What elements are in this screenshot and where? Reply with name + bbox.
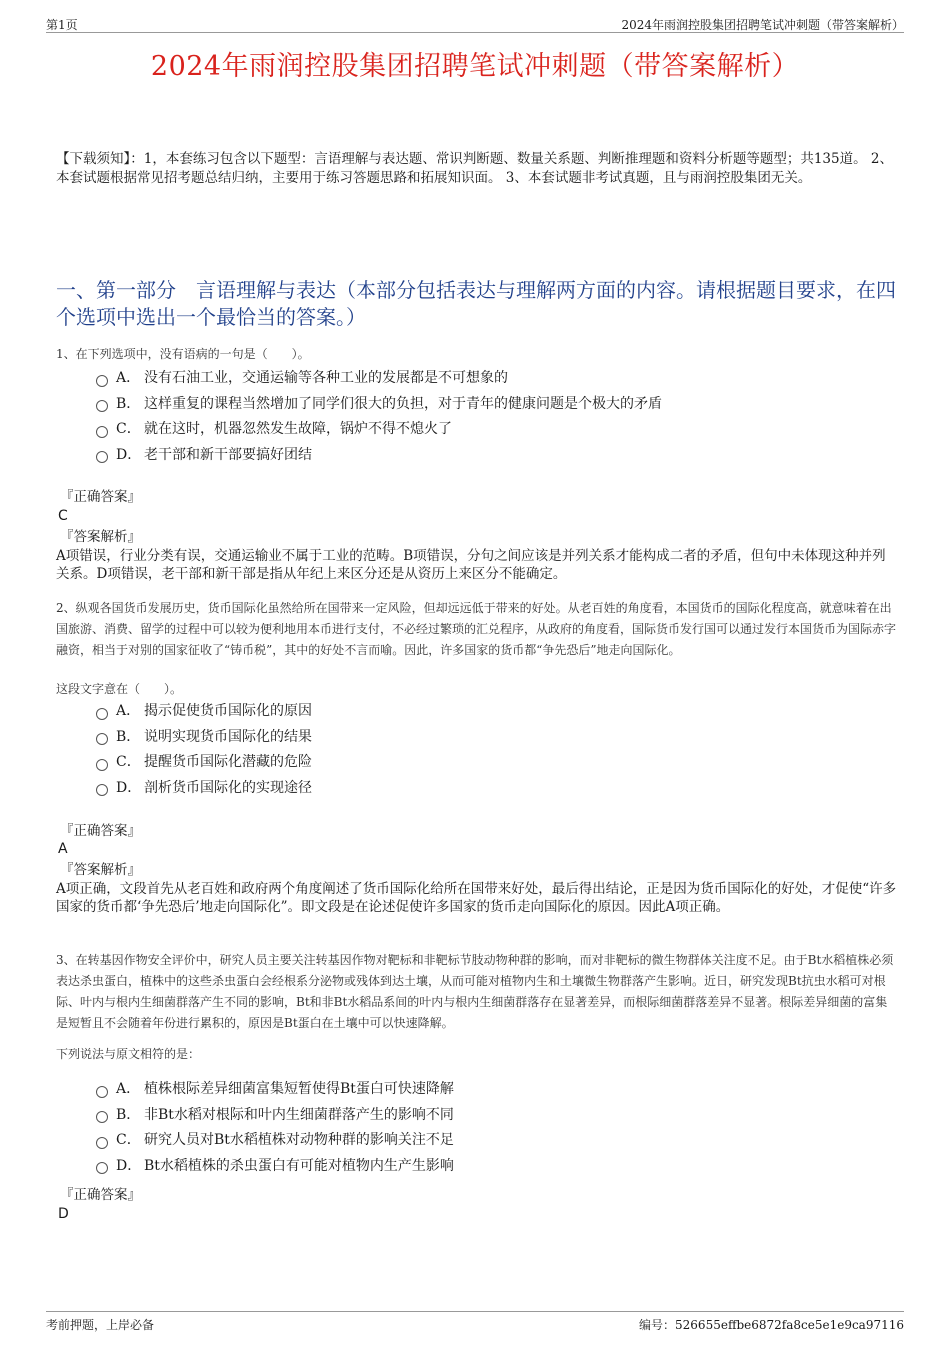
- radio-icon[interactable]: [96, 1162, 108, 1174]
- radio-icon[interactable]: [96, 451, 108, 463]
- option-b[interactable]: B． 非Bt水稻对根际和叶内生细菌群落产生的影响不同: [96, 1103, 876, 1129]
- question-2-answer: A: [58, 841, 68, 857]
- question-2-options: [96, 699, 876, 801]
- radio-icon[interactable]: [96, 1111, 108, 1123]
- page-footer: [46, 1311, 904, 1332]
- option-a[interactable]: A． 揭示促使货币国际化的原因: [96, 699, 876, 725]
- page-header: [46, 14, 904, 33]
- question-3-prompt: 下列说法与原文相符的是：: [56, 1047, 201, 1061]
- question-1-answer: C: [58, 508, 68, 524]
- document-code: 编号：526655effbe6872fa8ce5e1e9ca97116: [639, 1318, 904, 1332]
- question-3-answer: D: [58, 1206, 69, 1222]
- radio-icon[interactable]: [96, 759, 108, 771]
- option-d[interactable]: D． 剖析货币国际化的实现途径: [96, 776, 876, 802]
- question-3-stem: 3、在转基因作物安全评价中，研究人员主要关注转基因作物对靶标和非靶标节肢动物种群的影响，而对非靶标的微生物群体关注度不足。由于Bt水稻植株必须表达杀虫蛋白，植株中的这些杀虫蛋白会经根系分泌物或残体到达土壤，从而可能对植物内生和土壤微生物群落产生影响。近日，研究发现Bt抗虫水稻可对根际、叶内与根内生细菌群落产生不同的影响，Bt和非Bt水稻品系间的叶内与根内生细菌群落存在显著差异，而根际细菌群落差异不显著。根际差异细菌的富集是短暂且不会随着年份进行累积的，原因是Bt蛋白在土壤中可以快速降解。: [56, 953, 894, 1030]
- download-notice: 【下载须知】：1，本套练习包含以下题型：言语理解与表达题、常识判断题、数量关系题、判断推理题和资料分析题等题型；共135道。 2、本套试题根据常见招考题总结归纳，主要用于练习答题思路和拓展知识面。 3、本套试题非考试真题，且与雨润控股集团无关。: [56, 151, 893, 186]
- answer-label: 『正确答案』: [60, 489, 141, 505]
- option-c[interactable]: C． 研究人员对Bt水稻植株对动物种群的影响关注不足: [96, 1128, 876, 1154]
- option-c[interactable]: C． 就在这时，机器忽然发生故障，锅炉不得不熄火了: [96, 417, 876, 443]
- question-2-prompt: 这段文字意在（ ）。: [56, 682, 183, 696]
- radio-icon[interactable]: [96, 375, 108, 387]
- document-title: 2024年雨润控股集团招聘笔试冲刺题（带答案解析）: [150, 51, 800, 82]
- analysis-label: 『答案解析』: [60, 862, 141, 878]
- option-d[interactable]: D． 老干部和新干部要搞好团结: [96, 443, 876, 469]
- analysis-label: 『答案解析』: [60, 529, 141, 545]
- option-b[interactable]: B． 这样重复的课程当然增加了同学们很大的负担，对于青年的健康问题是个极大的矛盾: [96, 392, 876, 418]
- answer-label: 『正确答案』: [60, 1187, 141, 1203]
- question-1-stem: 1、在下列选项中，没有语病的一句是（ ）。: [56, 347, 310, 361]
- option-b[interactable]: B． 说明实现货币国际化的结果: [96, 725, 876, 751]
- question-1-options: [96, 366, 876, 468]
- radio-icon[interactable]: [96, 708, 108, 720]
- radio-icon[interactable]: [96, 400, 108, 412]
- option-a[interactable]: A． 植株根际差异细菌富集短暂使得Bt蛋白可快速降解: [96, 1077, 876, 1103]
- radio-icon[interactable]: [96, 426, 108, 438]
- option-a[interactable]: A． 没有石油工业，交通运输等各种工业的发展都是不可想象的: [96, 366, 876, 392]
- radio-icon[interactable]: [96, 784, 108, 796]
- footer-slogan: 考前押题，上岸必备: [46, 1318, 155, 1332]
- radio-icon[interactable]: [96, 1137, 108, 1149]
- question-2-analysis: A项正确，文段首先从老百姓和政府两个角度阐述了货币国际化给所在国带来好处，最后得出结论，正是因为货币国际化的好处，才促使“许多国家的货币都‘争先恐后’地走向国际化”。即文段是在论述促使许多国家的货币走向国际化的原因。因此A项正确。: [56, 881, 897, 915]
- radio-icon[interactable]: [96, 733, 108, 745]
- option-c[interactable]: C． 提醒货币国际化潜藏的危险: [96, 750, 876, 776]
- page-number: 第1页: [46, 18, 78, 32]
- header-doc-title: 2024年雨润控股集团招聘笔试冲刺题（带答案解析）: [621, 18, 904, 32]
- question-3-options: [96, 1077, 876, 1179]
- question-1-analysis: A项错误，行业分类有误，交通运输业不属于工业的范畴。B项错误，分句之间应该是并列关系才能构成二者的矛盾，但句中未体现这种并列关系。D项错误，老干部和新干部是指从年纪上来区分还是从资历上来区分不能确定。: [56, 548, 886, 582]
- section-heading: 一、第一部分 言语理解与表达（本部分包括表达与理解两方面的内容。请根据题目要求，在四个选项中选出一个最恰当的答案。）: [56, 278, 896, 329]
- radio-icon[interactable]: [96, 1086, 108, 1098]
- option-d[interactable]: D． Bt水稻植株的杀虫蛋白有可能对植物内生产生影响: [96, 1154, 876, 1180]
- answer-label: 『正确答案』: [60, 823, 141, 839]
- question-2-stem: 2、纵观各国货币发展历史，货币国际化虽然给所在国带来一定风险，但却远远低于带来的好处。从老百姓的角度看，本国货币的国际化程度高，就意味着在出国旅游、消费、留学的过程中可以较为便利地用本币进行支付，不必经过繁琐的汇兑程序，从政府的角度看，国际货币发行国可以通过发行本国货币为国际赤字融资，相当于对别的国家征收了“铸币税”，其中的好处不言而喻。因此，许多国家的货币都“争先恐后”地走向国际化。: [56, 601, 897, 657]
